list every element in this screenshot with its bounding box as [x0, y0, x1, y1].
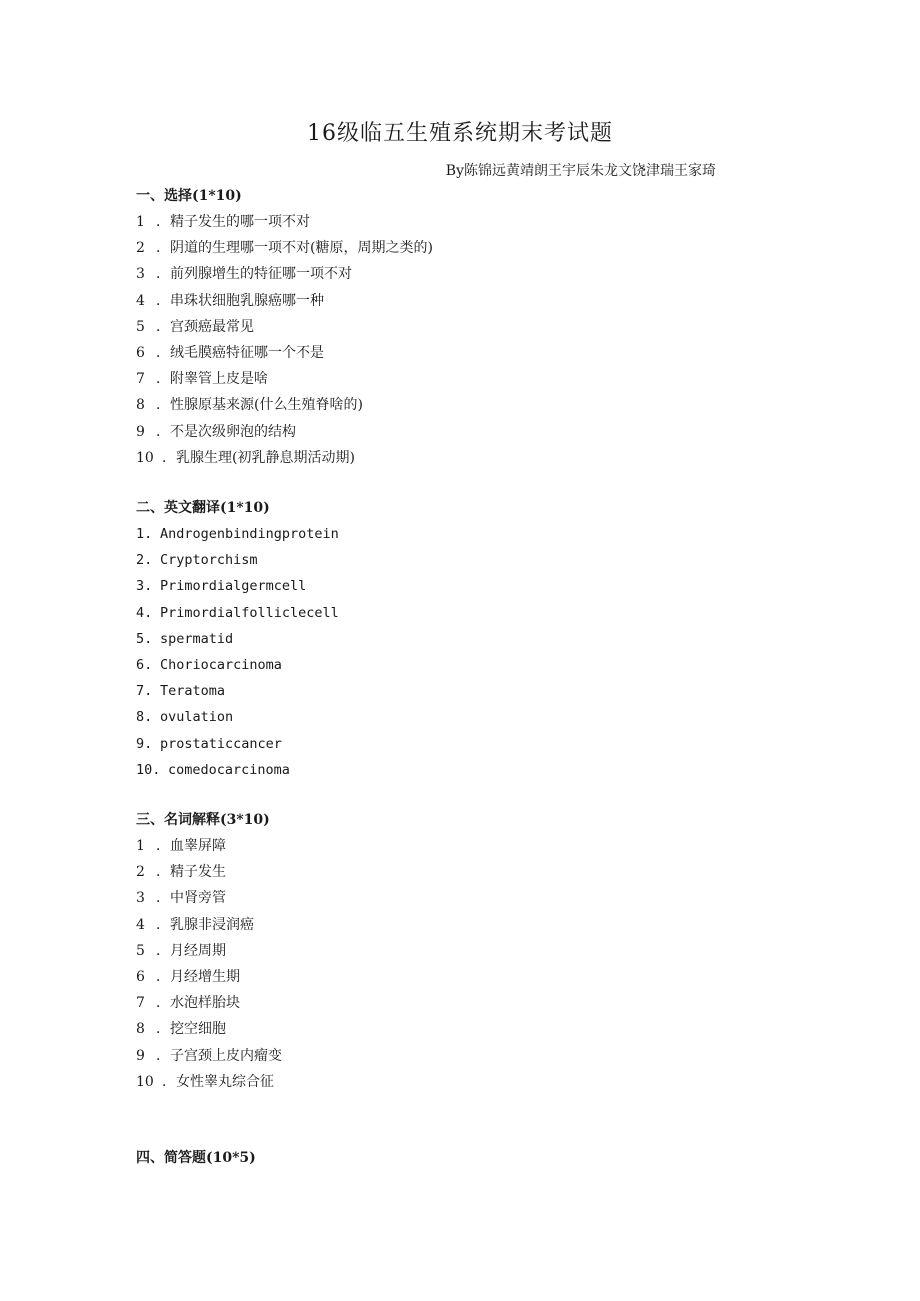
item-number: 9	[136, 423, 145, 440]
item-text: ．精子发生的哪一项不对	[156, 214, 310, 230]
item-text: Teratoma	[160, 683, 226, 700]
item-text: Primordialfolliclecell	[160, 604, 339, 621]
section-short-answer	[136, 1145, 756, 1171]
item-text: prostaticcancer	[160, 735, 282, 752]
document-byline: By陈锦远黄靖朗王宇辰朱龙文饶津瑞王家琦	[445, 163, 716, 179]
item-text: Choriocarcinoma	[160, 656, 282, 673]
item-text: ．挖空细胞	[156, 1021, 226, 1038]
item-number: 3	[136, 890, 145, 907]
list-item	[136, 757, 756, 783]
item-number: 3	[136, 266, 145, 283]
item-number: 5	[136, 318, 145, 335]
list-item	[136, 731, 756, 757]
list-item	[136, 209, 756, 235]
list-item	[136, 912, 756, 938]
item-text: ．水泡样胎块	[156, 995, 240, 1012]
item-number: 9.	[136, 735, 153, 752]
item-text: ．中肾旁管	[156, 890, 226, 907]
item-number: 10.	[136, 761, 161, 778]
item-number: 6.	[136, 656, 153, 673]
item-text: ．乳腺生理(初乳静息期活动期)	[162, 449, 355, 466]
item-text: Cryptorchism	[160, 552, 258, 569]
item-text: ．女性睾丸综合征	[162, 1073, 274, 1090]
list-item	[136, 445, 756, 471]
list-item	[136, 652, 756, 678]
item-text: ．月经周期	[156, 942, 226, 959]
item-number: 6	[136, 968, 145, 985]
item-text: ovulation	[160, 709, 234, 726]
section-heading: 一、选择(1*10)	[136, 188, 242, 204]
section-heading: 四、简答题(10*5)	[136, 1150, 256, 1166]
item-number: 2	[136, 240, 145, 257]
document-title: 16级临五生殖系统期末考试题	[307, 121, 613, 146]
section-english-translation	[136, 495, 756, 783]
list-item	[136, 964, 756, 990]
item-number: 9	[136, 1047, 145, 1064]
list-item	[136, 288, 756, 314]
list-item	[136, 833, 756, 859]
list-item	[136, 235, 756, 261]
list-item	[136, 340, 756, 366]
list-item	[136, 366, 756, 392]
item-number: 10	[136, 449, 154, 466]
item-text: ．子宫颈上皮内瘤变	[156, 1047, 282, 1064]
item-number: 6	[136, 344, 145, 361]
list-item	[136, 600, 756, 626]
list-item	[136, 261, 756, 287]
item-number: 8	[136, 397, 145, 414]
list-item	[136, 859, 756, 885]
item-number: 4.	[136, 604, 153, 621]
item-number: 2	[136, 864, 145, 881]
list-item	[136, 885, 756, 911]
list-item	[136, 392, 756, 418]
list-item	[136, 938, 756, 964]
item-text: ．性腺原基来源(什么生殖脊啥的)	[156, 397, 363, 414]
item-text: Primordialgermcell	[160, 578, 307, 595]
item-text: ．阴道的生理哪一项不对(糖原，周期之类的)	[156, 240, 433, 257]
section-heading: 三、名词解释(3*10)	[136, 812, 270, 828]
item-number: 3.	[136, 578, 153, 595]
item-number: 8.	[136, 709, 153, 726]
list-item	[136, 573, 756, 599]
section-term-definitions	[136, 807, 756, 1095]
item-text: ．精子发生	[156, 864, 226, 881]
item-text: ．绒毛膜癌特征哪一个不是	[156, 344, 324, 361]
item-text: Androgenbindingprotein	[160, 526, 339, 542]
item-number: 5	[136, 942, 145, 959]
list-item	[136, 521, 756, 547]
list-item	[136, 419, 756, 445]
list-item	[136, 678, 756, 704]
item-number: 5.	[136, 630, 153, 647]
item-number: 2.	[136, 552, 153, 569]
list-item	[136, 1069, 756, 1095]
item-number: 4	[136, 916, 145, 933]
list-item	[136, 1016, 756, 1042]
item-number: 7	[136, 371, 145, 388]
item-text: ．血睾屏障	[156, 838, 226, 854]
item-number: 7.	[136, 683, 153, 700]
item-text: ．前列腺增生的特征哪一项不对	[156, 266, 352, 283]
item-text: ．附睾管上皮是啥	[156, 371, 268, 388]
section-heading: 二、英文翻译(1*10)	[136, 500, 270, 516]
item-text: comedocarcinoma	[168, 761, 290, 778]
list-item	[136, 990, 756, 1016]
item-number: 1	[136, 214, 145, 230]
list-item	[136, 626, 756, 652]
item-number: 1	[136, 838, 145, 854]
item-number: 10	[136, 1073, 154, 1090]
list-item	[136, 704, 756, 730]
item-text: ．月经增生期	[156, 968, 240, 985]
item-number: 1.	[136, 526, 153, 542]
list-item	[136, 547, 756, 573]
list-item	[136, 1043, 756, 1069]
item-number: 8	[136, 1021, 145, 1038]
item-text: ．不是次级卵泡的结构	[156, 423, 296, 440]
item-text: ．乳腺非浸润癌	[156, 916, 254, 933]
list-item	[136, 314, 756, 340]
item-number: 4	[136, 292, 145, 309]
item-text: spermatid	[160, 630, 234, 647]
section-multiple-choice	[136, 183, 756, 471]
item-text: ．串珠状细胞乳腺癌哪一种	[156, 292, 324, 309]
item-text: ．宫颈癌最常见	[156, 318, 254, 335]
item-number: 7	[136, 995, 145, 1012]
